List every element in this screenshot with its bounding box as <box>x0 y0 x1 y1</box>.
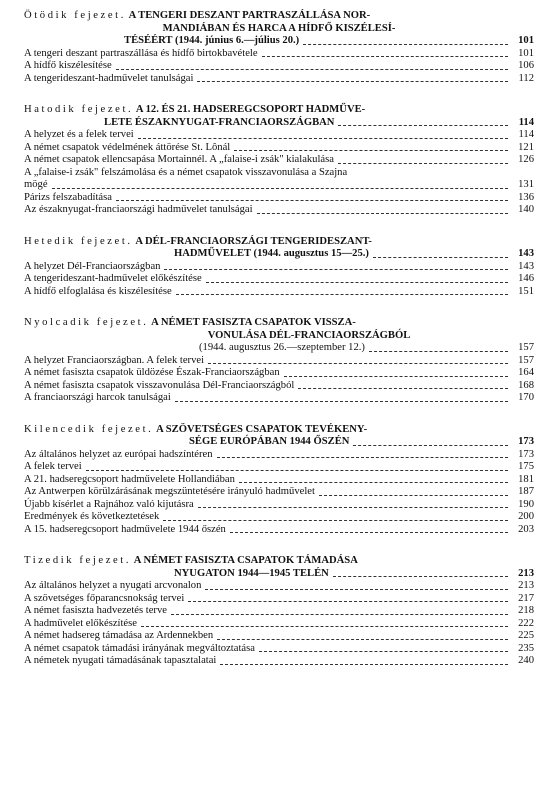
toc-entry[interactable]: Az általános helyzet a nyugati arcvonalon 213 <box>24 580 534 591</box>
chapter-title-final: LETE ÉSZAKNYUGAT-FRANCIAORSZÁGBAN 114 <box>104 116 534 128</box>
toc-entry[interactable]: Az általános helyzet az európai hadszíntéren 173 <box>24 448 534 460</box>
page-number: 143 <box>518 260 534 272</box>
page-number: 235 <box>518 642 534 654</box>
page-number: 213 <box>518 580 534 591</box>
page-number: 140 <box>518 204 534 215</box>
toc-entry[interactable]: A helyzet Franciaországban. A felek tervei 157 <box>24 354 534 366</box>
toc-entry[interactable]: Az északnyugat-franciaországi hadművelet tanulságai 140 <box>24 204 534 215</box>
toc-entry[interactable]: A „falaise-i zsák" felszámolása és a német csapatok visszavonulása a Szajna <box>24 166 348 178</box>
chapter-title-final: (1944. augusztus 26.—szeptember 12.) 157 <box>199 342 534 353</box>
chapter-label: Hatodik fejezet. <box>24 104 134 115</box>
page-number: 164 <box>518 367 534 378</box>
page-number: 222 <box>518 617 534 629</box>
chapter-7 <box>24 236 534 299</box>
toc-entry[interactable]: Az Antwerpen körülzárásának megszüntetésére irányuló hadművelet 187 <box>24 486 534 497</box>
page-number: 101 <box>518 47 534 59</box>
toc-entry[interactable]: A német csapatok védelmének áttörése St. Lônál 121 <box>24 141 534 153</box>
toc-entry[interactable]: A német csapatok ellencsapása Mortainnél. A „falaise-i zsák" kialakulása 126 <box>24 154 534 165</box>
page-number: 225 <box>518 630 534 641</box>
page-number: 203 <box>518 523 534 535</box>
toc-entry[interactable]: A felek tervei 175 <box>24 461 534 472</box>
chapter-label: Ötödik fejezet. <box>24 10 126 21</box>
toc-entry[interactable]: A hadművelet előkészítése 222 <box>24 617 534 629</box>
toc-entry[interactable]: A német fasiszta hadvezetés terve 218 <box>24 605 534 616</box>
page-number: 146 <box>518 273 534 284</box>
page-number: 170 <box>518 392 534 403</box>
toc-entry[interactable]: A német csapatok támadási irányának megváltoztatása 235 <box>24 642 534 654</box>
chapter-title-line: A NÉMET FASISZTA CSAPATOK TÁMADÁSA <box>133 555 358 566</box>
toc-entry[interactable]: mögé 131 <box>24 179 534 190</box>
page-number: 101 <box>518 35 534 46</box>
page-number: 190 <box>518 498 534 510</box>
page-number: 175 <box>518 461 534 472</box>
page-number: 217 <box>518 592 534 604</box>
page-number: 213 <box>518 567 534 579</box>
page-number: 240 <box>518 655 534 666</box>
page-number: 173 <box>518 448 534 460</box>
chapter-label: Nyolcadik fejezet. <box>24 317 149 328</box>
page-number: 106 <box>518 60 534 71</box>
page-number: 187 <box>518 486 534 497</box>
chapter-title-line: A 12. ÉS 21. HADSEREGCSOPORT HADMŰVE- <box>135 104 366 115</box>
page-number: 114 <box>518 116 534 128</box>
page-number: 131 <box>518 179 534 190</box>
page-number: 126 <box>518 154 534 165</box>
toc-entry[interactable]: A franciaországi harcok tanulságai 170 <box>24 392 534 403</box>
chapter-6 <box>24 104 534 217</box>
chapter-5 <box>24 10 534 85</box>
toc-entry[interactable]: A tengerideszant-hadművelet előkészítése 146 <box>24 273 534 284</box>
chapter-title-line: A DÉL-FRANCIAORSZÁGI TENGERIDESZANT- <box>135 235 372 247</box>
toc-entry[interactable]: A német fasiszta csapatok visszavonulása Dél-Franciaországból 168 <box>24 379 534 391</box>
page-number: 173 <box>518 436 534 447</box>
chapter-title-line: A TENGERI DESZANT PARTRASZÁLLÁSA NOR- <box>128 10 371 21</box>
page-number: 121 <box>518 141 534 153</box>
chapter-title-line: A SZÖVETSÉGES CSAPATOK TEVÉKENY- <box>156 423 368 435</box>
page-number: 114 <box>518 129 534 140</box>
toc-entry[interactable]: Eredmények és következtetések 200 <box>24 511 534 522</box>
page-number: 136 <box>518 191 534 203</box>
chapter-title-line: VONULÁSA DÉL-FRANCIAORSZÁGBÓL <box>207 329 411 341</box>
toc-entry[interactable]: Újabb kísérlet a Rajnához való kijutásra 190 <box>24 498 534 510</box>
toc-entry[interactable]: A tengeri deszant partraszállása és hídfő birtokbavétele 101 <box>24 47 534 59</box>
chapter-label: Tizedik fejezet. <box>24 555 132 566</box>
chapter-title-final: SÉGE EURÓPÁBAN 1944 ŐSZÉN 173 <box>189 436 534 447</box>
chapter-title-final: HADMŰVELET (1944. augusztus 15—25.) 143 <box>174 248 534 259</box>
chapter-title-line: MANDIÁBAN ÉS HARCA A HÍDFŐ KISZÉLESÍ- <box>162 22 396 34</box>
chapter-9 <box>24 424 534 537</box>
toc-entry[interactable]: A tengerideszant-hadművelet tanulságai 112 <box>24 72 534 84</box>
toc-entry[interactable]: A szövetséges főparancsnokság tervei 217 <box>24 592 534 604</box>
chapter-title-line: A NÉMET FASISZTA CSAPATOK VISSZA- <box>151 317 356 328</box>
page-number: 200 <box>518 511 534 522</box>
toc-entry[interactable]: A 21. hadseregcsoport hadművelete Hollandiában 181 <box>24 473 534 485</box>
page-number: 151 <box>518 285 534 297</box>
page-number: 143 <box>518 248 534 259</box>
page-number: 181 <box>518 473 534 485</box>
toc-entry[interactable]: A 15. hadseregcsoport hadművelete 1944 őszén 203 <box>24 523 534 535</box>
toc-entry[interactable]: A német hadsereg támadása az Ardennekben 225 <box>24 630 534 641</box>
page-number: 112 <box>518 72 534 84</box>
toc-entry[interactable]: A helyzet és a felek tervei 114 <box>24 129 534 140</box>
chapter-title-final: TÉSÉÉRT (1944. június 6.—július 20.) 101 <box>124 35 534 46</box>
toc-entry[interactable]: A hídfő kiszélesítése 106 <box>24 60 534 71</box>
chapter-10 <box>24 555 534 668</box>
toc-entry[interactable]: Párizs felszabadítása 136 <box>24 191 534 203</box>
chapter-8 <box>24 317 534 405</box>
chapter-label: Hetedik fejezet. <box>24 235 133 247</box>
page-number: 168 <box>518 379 534 391</box>
chapter-title-final: NYUGATON 1944—1945 TELÉN 213 <box>174 567 534 579</box>
page-number: 218 <box>518 605 534 616</box>
page-number: 157 <box>518 354 534 366</box>
toc-entry[interactable]: A német fasiszta csapatok üldözése Észak-Franciaországban 164 <box>24 367 534 378</box>
page-number: 157 <box>518 342 534 353</box>
toc-entry[interactable]: A hídfő elfoglalása és kiszélesítése 151 <box>24 285 534 297</box>
toc-entry[interactable]: A helyzet Dél-Franciaországban 143 <box>24 260 534 272</box>
toc-entry[interactable]: A németek nyugati támadásának tapasztalatai 240 <box>24 655 534 666</box>
chapter-label: Kilencedik fejezet. <box>24 423 154 435</box>
table-of-contents <box>24 10 534 687</box>
